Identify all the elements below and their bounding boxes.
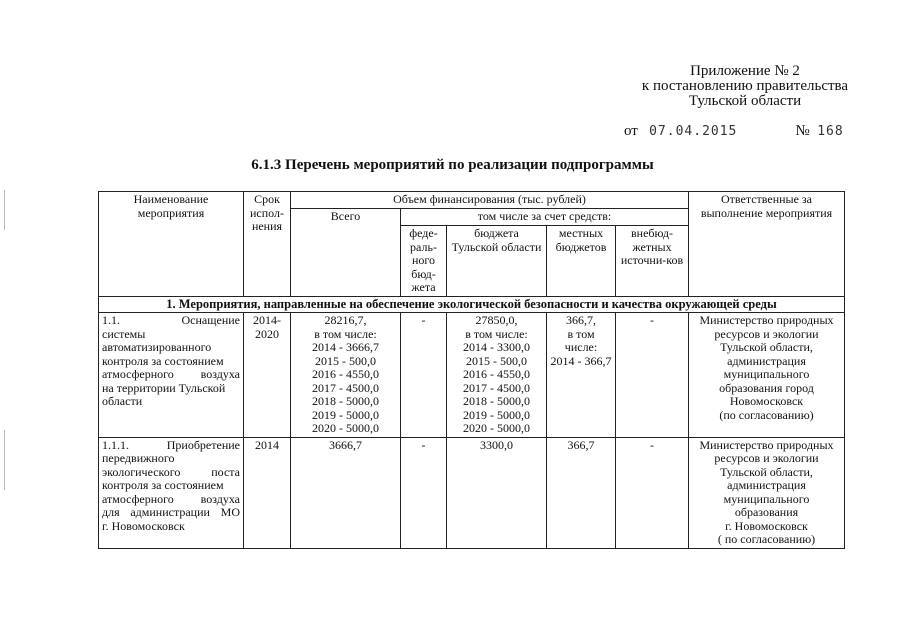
- row1-extrabudget: -: [616, 313, 689, 438]
- date-prefix: от: [624, 123, 638, 139]
- order-date: 07.04.2015: [649, 124, 738, 139]
- header-including: том числе за счет средств:: [401, 209, 689, 226]
- row1-local: [547, 313, 616, 438]
- row2-term: [244, 437, 291, 548]
- header-local: местных бюджетов: [547, 226, 616, 297]
- table-row: [99, 437, 845, 548]
- row1-responsible-line: администрация: [727, 353, 806, 368]
- row1-regional-line: 27850,0,: [475, 313, 518, 327]
- appendix-title: Приложение № 2: [690, 63, 800, 79]
- row1-regional-line: 2018 - 5000,0: [463, 394, 530, 408]
- row2-responsible-line: Тульской области,: [720, 464, 813, 479]
- row2-name-line: для администрации МО: [102, 505, 240, 519]
- row1-regional-line: 2020 - 5000,0: [463, 421, 530, 435]
- row2-responsible-line: ресурсов и экологии: [714, 451, 819, 465]
- row1-regional-line: 2016 - 4550,0: [463, 367, 530, 381]
- row1-responsible: [689, 313, 845, 438]
- row1-term-line: 2014-: [253, 313, 281, 327]
- header-name: Наименование мероприятия: [99, 192, 244, 297]
- row2-total: [291, 437, 401, 548]
- row1-name-line: автоматизированного: [102, 340, 212, 354]
- header-total: Всего: [291, 209, 401, 297]
- row2-total-line: 3666,7: [329, 437, 362, 452]
- row1-total-line: 2020 - 5000,0: [312, 421, 379, 435]
- row1-total-line: 2016 - 4550,0: [312, 367, 379, 381]
- row1-total-line: в том числе:: [314, 326, 377, 341]
- row1-regional-line: 2014 - 3300,0: [463, 340, 530, 354]
- row1-total-line: 2019 - 5000,0: [312, 407, 379, 422]
- row2-responsible-line: администрация: [727, 478, 806, 492]
- row2-regional-line: 3300,0: [480, 437, 513, 452]
- row2-local-line: 366,7: [567, 437, 595, 452]
- header-federal: феде-раль-ного бюд-жета: [401, 226, 447, 297]
- order-number: 168: [817, 124, 844, 139]
- measures-table: [98, 191, 845, 549]
- row1-name-line: области: [102, 394, 143, 408]
- row1-federal: -: [401, 313, 447, 438]
- header-regional: бюджета Тульской области: [447, 226, 547, 297]
- row1-total-line: 2014 - 3666,7: [312, 340, 379, 354]
- header-term: Срок испол-нения: [244, 192, 291, 297]
- row1-total-line: 2017 - 4500,0: [312, 380, 379, 395]
- row1-name-line: атмосферного воздуха: [102, 367, 240, 381]
- row1-total: [291, 313, 401, 438]
- row2-name-line: 1.1.1. Приобретение: [102, 437, 240, 452]
- row1-responsible-line: Тульской области,: [720, 340, 813, 354]
- header-responsible: Ответственные за выполнение мероприятия: [689, 192, 845, 297]
- row1-name-line: системы: [102, 326, 146, 341]
- row2-name-line: атмосферного воздуха: [102, 491, 240, 506]
- row1-name-line: на территории Тульской: [102, 380, 226, 395]
- row2-local: [547, 437, 616, 548]
- row2-name-line: экологического поста: [102, 464, 240, 479]
- row1-term: [244, 313, 291, 438]
- row1-total-line: 2018 - 5000,0: [312, 394, 379, 408]
- row1-responsible-line: (по согласованию): [719, 407, 814, 422]
- margin-mark-bottom: [4, 430, 5, 490]
- row2-extrabudget: -: [616, 437, 689, 548]
- row2-federal: -: [401, 437, 447, 548]
- row2-term-line: 2014: [255, 437, 279, 452]
- row2-responsible-line: Министерство природных: [699, 437, 834, 452]
- row1-name-line: контроля за состоянием: [102, 353, 224, 368]
- margin-mark-top: [4, 190, 5, 230]
- row1-regional-line: в том числе:: [465, 326, 528, 341]
- row2-regional: [447, 437, 547, 548]
- document-title: 6.1.3 Перечень мероприятий по реализации подпрограммы: [251, 157, 654, 173]
- row1-responsible-line: муниципального: [723, 367, 810, 381]
- row2-responsible-line: образования: [734, 505, 799, 519]
- row2-responsible: [689, 437, 845, 548]
- header-extrabudget: внебюд-жетных источни-ков: [616, 226, 689, 297]
- row1-local-line: 2014 - 366,7: [550, 353, 612, 368]
- row1-responsible-line: Новомосковск: [729, 394, 804, 408]
- row2-responsible-line: г. Новомосковск: [725, 518, 808, 533]
- header-funding: Объем финансирования (тыс. рублей): [291, 192, 689, 209]
- row1-local-line: 366,7,: [566, 313, 596, 327]
- row2-name-line: передвижного: [102, 451, 175, 465]
- row1-regional-line: 2015 - 500,0: [466, 353, 527, 368]
- row2-responsible-line: ( по согласованию): [717, 532, 816, 546]
- table-row: [99, 313, 845, 438]
- row1-term-line: 2020: [255, 326, 279, 341]
- row1-regional-line: 2019 - 5000,0: [463, 407, 530, 422]
- row1-regional-line: 2017 - 4500,0: [463, 380, 530, 395]
- row1-responsible-line: ресурсов и экологии: [714, 326, 819, 341]
- row1-responsible-line: Министерство природных: [699, 313, 834, 327]
- row1-name: [99, 313, 244, 438]
- row1-name-line: 1.1. Оснащение: [102, 313, 240, 327]
- row1-local-line: в том числе:: [564, 326, 598, 354]
- row1-total-line: 2015 - 500,0: [315, 353, 376, 368]
- row2-responsible-line: муниципального: [723, 491, 810, 506]
- appendix-region: Тульской области: [688, 93, 802, 109]
- row2-name-line: г. Новомосковск: [102, 518, 185, 533]
- number-prefix: №: [795, 123, 810, 139]
- appendix-header: [600, 64, 890, 109]
- row2-name-line: контроля за состоянием: [102, 478, 224, 492]
- row1-responsible-line: образования город: [719, 380, 814, 395]
- row1-total-line: 28216,7,: [324, 313, 367, 327]
- order-date-line: [624, 123, 844, 140]
- row1-regional: [447, 313, 547, 438]
- row2-name: [99, 437, 244, 548]
- appendix-decree: к постановлению правительства: [641, 78, 849, 94]
- section-heading: 1. Мероприятия, направленные на обеспечение экологической безопасности и качества окружающей среды: [99, 296, 845, 313]
